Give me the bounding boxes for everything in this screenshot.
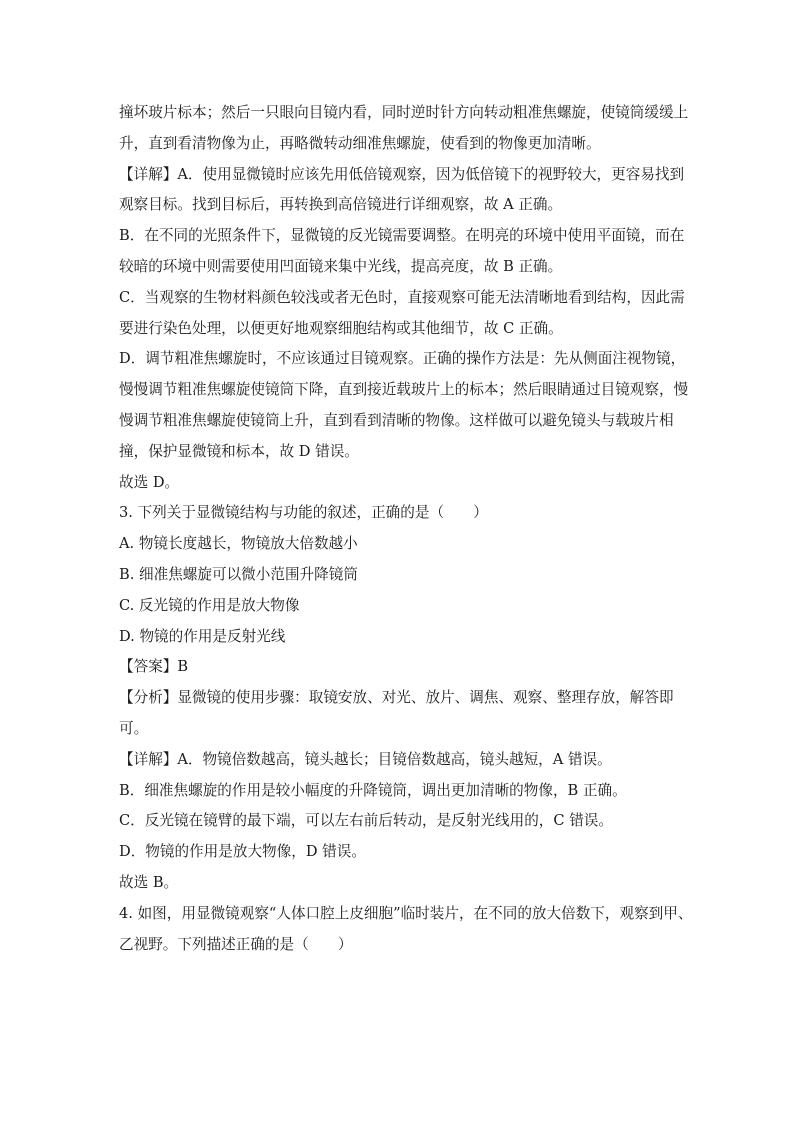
explanation-line: 【详解】A．物镜倍数越高，镜头越长；目镜倍数越高，镜头越短，A 错误。	[119, 750, 612, 768]
analysis-line: 可。	[119, 719, 149, 737]
document-body	[119, 98, 693, 960]
analysis-line: 【分析】显微镜的使用步骤：取镜安放、对光、放片、调焦、观察、整理存放，解答即	[119, 689, 674, 707]
option-a: A. 物镜长度越长，物镜放大倍数越小	[119, 535, 358, 553]
question-stem: 3. 下列关于显微镜结构与功能的叙述，正确的是（ ）	[119, 504, 488, 522]
explanation-line: C．反光镜在镜臂的最下端，可以左右前后转动，是反射光线用的，C 错误。	[119, 812, 613, 830]
question-stem: 4. 如图，用显微镜观察“人体口腔上皮细胞”临时装片，在不同的放大倍数下，观察到甲、	[119, 904, 693, 922]
option-c: C. 反光镜的作用是放大物像	[119, 596, 300, 614]
text-line: 要进行染色处理，以便更好地观察细胞结构或其他细节，故 C 正确。	[119, 319, 563, 337]
text-line: C．当观察的生物材料颜色较浅或者无色时，直接观察可能无法清晰地看到结构，因此需	[119, 288, 685, 306]
text-line: D．调节粗准焦螺旋时，不应该通过目镜观察。正确的操作方法是：先从侧面注视物镜，	[119, 350, 686, 368]
option-d: D. 物镜的作用是反射光线	[119, 627, 286, 645]
text-line: 慢慢调节粗准焦螺旋使镜筒下降，直到接近载玻片上的标本；然后眼睛通过目镜观察，慢	[119, 381, 689, 399]
text-line: 故选 D。	[119, 473, 180, 491]
text-line: B．在不同的光照条件下，显微镜的反光镜需要调整。在明亮的环境中使用平面镜，而在	[119, 227, 685, 245]
explanation-line: D．物镜的作用是放大物像，D 错误。	[119, 843, 366, 861]
question-stem: 乙视野。下列描述正确的是（ ）	[119, 935, 353, 953]
text-line: 较暗的环境中则需要使用凹面镜来集中光线，提高亮度，故 B 正确。	[119, 257, 563, 275]
text-line: 故选 B。	[119, 873, 179, 891]
text-line: 观察目标。找到目标后，再转换到高倍镜进行详细观察，故 A 正确。	[119, 196, 563, 214]
text-line: 【详解】A．使用显微镜时应该先用低倍镜观察，因为低倍镜下的视野较大，更容易找到	[119, 165, 685, 183]
answer-line: 【答案】B	[119, 658, 189, 676]
option-b: B. 细准焦螺旋可以微小范围升降镜筒	[119, 565, 358, 583]
explanation-line: B．细准焦螺旋的作用是较小幅度的升降镜筒，调出更加清晰的物像，B 正确。	[119, 781, 627, 799]
text-line: 撞坏玻片标本；然后一只眼向目镜内看，同时逆时针方向转动粗准焦螺旋，使镜筒缓缓上	[119, 104, 689, 121]
text-line: 撞，保护显微镜和标本，故 D 错误。	[119, 442, 359, 460]
text-line: 慢调节粗准焦螺旋使镜筒上升，直到看到清晰的物像。这样做可以避免镜头与载玻片相	[119, 411, 674, 429]
text-line: 升，直到看清物像为止，再略微转动细准焦螺旋，使看到的物像更加清晰。	[119, 134, 601, 152]
